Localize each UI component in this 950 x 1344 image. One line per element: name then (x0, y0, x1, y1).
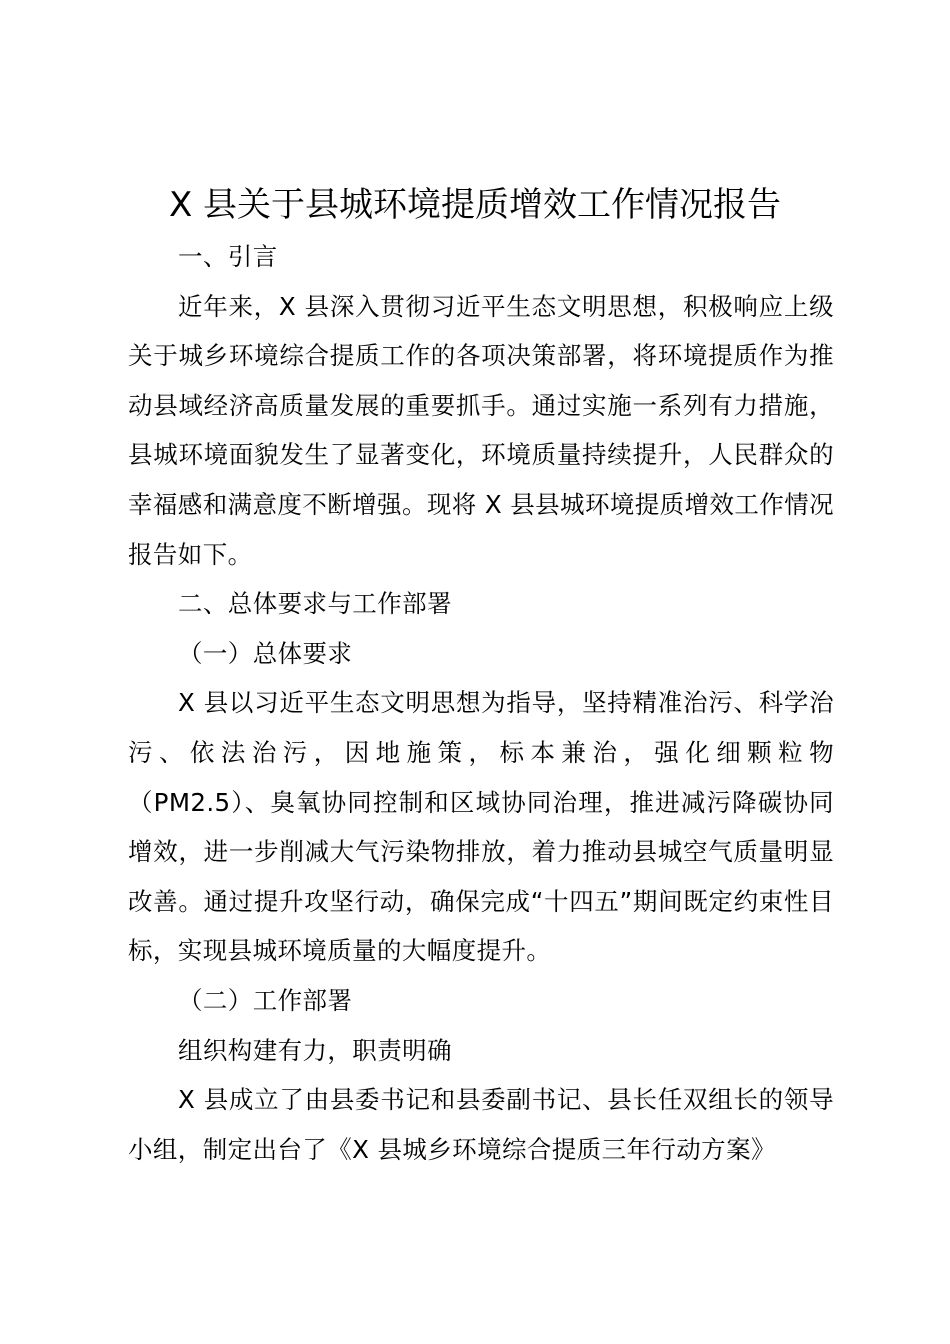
subsection1-paragraph: X 县以习近平生态文明思想为指导，坚持精准治污、科学治污、依法治污，因地施策，标本兼治，强化细颗粒物（PM2.5）、臭氧协同控制和区域协同治理，推进减污降碳协同增效，进一步削减大气污染物排放，着力推动县城空气质量明显改善。通过提升攻坚行动，确保完成“十四五”期间既定约束性目标，实现县城环境质量的大幅度提升。 (128, 688, 834, 966)
intro-paragraph: 近年来，X 县深入贯彻习近平生态文明思想，积极响应上级关于城乡环境综合提质工作的各项决策部署，将环境提质作为推动县域经济高质量发展的重要抓手。通过实施一系列有力措施，县城环境面貌发生了显著变化，环境质量持续提升，人民群众的幸福感和满意度不断增强。现将 X 县县城环境提质增效工作情况报告如下。 (128, 291, 834, 569)
subsection2-heading: （二）工作部署 (178, 985, 353, 1015)
document-body (128, 232, 834, 1174)
subsection2-paragraph: X 县成立了由县委书记和县委副书记、县长任双组长的领导小组，制定出台了《X 县城乡环境综合提质三年行动方案》 (128, 1085, 834, 1164)
subsection2-lead: 组织构建有力，职责明确 (178, 1035, 452, 1065)
intro-heading: 一、引言 (178, 242, 278, 271)
subsection1-heading: （一）总体要求 (178, 638, 353, 668)
section2-heading: 二、总体要求与工作部署 (178, 589, 452, 619)
document-title: X 县关于县城环境提质增效工作情况报告 (168, 185, 782, 225)
